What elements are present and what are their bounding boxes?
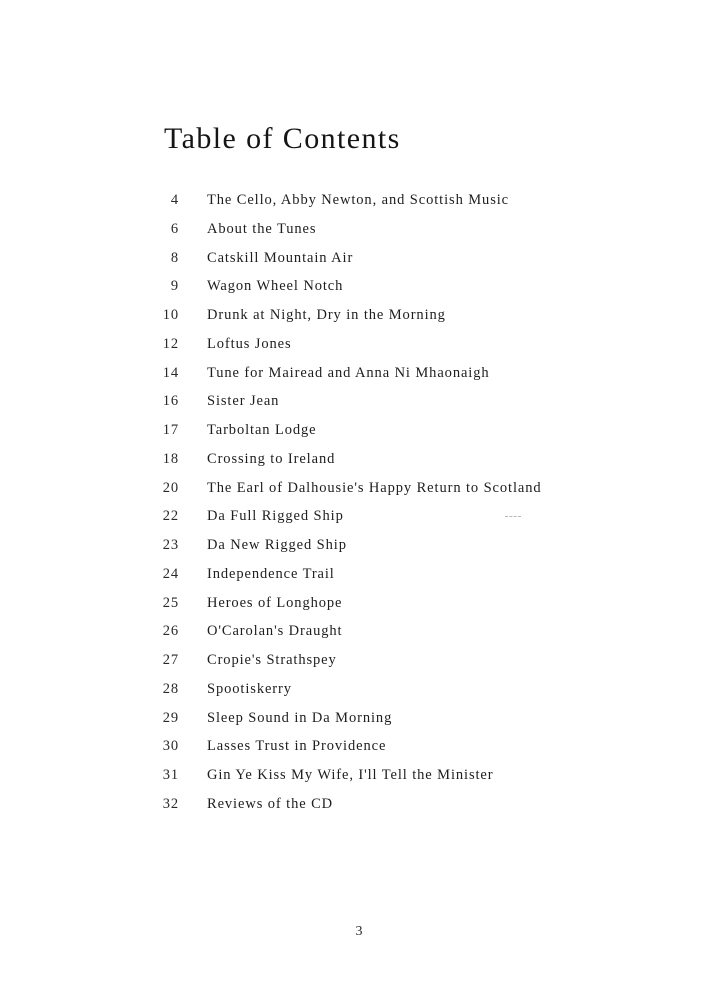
toc-page-number: 32 [162, 795, 179, 812]
toc-entry-title: Wagon Wheel Notch [207, 278, 344, 295]
toc-entry-title: About the Tunes [207, 220, 317, 237]
toc-entry-title: Heroes of Longhope [207, 594, 343, 611]
toc-entry-title: Lasses Trust in Providence [207, 738, 387, 755]
toc-page-number: 22 [162, 508, 179, 525]
toc-page-number: 28 [162, 680, 179, 697]
toc-entry-title: Sister Jean [207, 393, 280, 410]
toc-entry [0, 359, 718, 388]
toc-entry-title: Spootiskerry [207, 680, 292, 697]
toc-entry [0, 215, 718, 244]
toc-page-number: 17 [162, 422, 179, 438]
toc-entry [0, 617, 718, 646]
toc-page-number: 25 [162, 594, 179, 611]
toc-page-number: 14 [162, 364, 179, 381]
toc-entry [0, 589, 718, 618]
scan-mark [505, 516, 521, 518]
toc-entry [0, 675, 718, 704]
toc-entry [0, 790, 718, 819]
toc-entry [0, 761, 718, 790]
toc-entry-title: Crossing to Ireland [207, 450, 336, 467]
toc-entry [0, 330, 718, 359]
toc-entry-title: Da Full Rigged Ship [207, 508, 344, 525]
toc-entry [0, 474, 718, 503]
toc-page-number: 12 [162, 335, 179, 352]
toc-entry [0, 416, 718, 445]
toc-page-number: 9 [170, 278, 179, 295]
toc-page-number: 10 [162, 307, 179, 323]
toc-entry [0, 646, 718, 675]
page-title: Table of Contents [164, 122, 401, 155]
toc-entry-title: Loftus Jones [207, 335, 292, 352]
toc-entry [0, 186, 718, 215]
toc-page-number: 20 [162, 479, 179, 496]
toc-page-number: 23 [162, 537, 179, 553]
toc-entry-title: Catskill Mountain Air [207, 249, 354, 266]
toc-entry [0, 560, 718, 589]
toc-page-number: 24 [162, 565, 179, 582]
toc-entry [0, 244, 718, 273]
toc-entry [0, 387, 718, 416]
toc-page-number: 29 [162, 709, 179, 726]
toc-entry-title: Tarboltan Lodge [207, 422, 317, 438]
page-number: 3 [355, 924, 363, 939]
toc-page-number: 27 [162, 652, 179, 668]
toc-entry [0, 445, 718, 474]
toc-entry [0, 732, 718, 761]
toc-entry-title: Drunk at Night, Dry in the Morning [207, 307, 446, 323]
toc-entry-title: Independence Trail [207, 565, 335, 582]
toc-entry-title: The Cello, Abby Newton, and Scottish Music [207, 192, 509, 208]
toc-entry-title: Gin Ye Kiss My Wife, I'll Tell the Minister [207, 767, 494, 783]
toc-entry-title: Tune for Mairead and Anna Ni Mhaonaigh [207, 364, 490, 381]
toc-entry-title: Sleep Sound in Da Morning [207, 709, 393, 726]
toc-page-number: 8 [170, 249, 179, 266]
toc-page-number: 4 [170, 192, 179, 208]
toc-page-number: 31 [162, 767, 179, 783]
toc-entry [0, 272, 718, 301]
toc-entry [0, 301, 718, 330]
toc-entry [0, 704, 718, 733]
toc-page-number: 30 [162, 738, 179, 755]
toc-list [0, 186, 718, 819]
toc-entry-title: Cropie's Strathspey [207, 652, 337, 668]
toc-page-number: 6 [170, 220, 179, 237]
toc-entry-title: O'Carolan's Draught [207, 623, 343, 640]
toc-entry [0, 502, 718, 531]
toc-entry [0, 531, 718, 560]
toc-page-number: 18 [162, 450, 179, 467]
toc-entry-title: The Earl of Dalhousie's Happy Return to Scotland [207, 479, 542, 496]
toc-entry-title: Reviews of the CD [207, 795, 334, 812]
toc-entry-title: Da New Rigged Ship [207, 537, 347, 553]
toc-page-number: 26 [162, 623, 179, 640]
toc-page-number: 16 [162, 393, 179, 410]
